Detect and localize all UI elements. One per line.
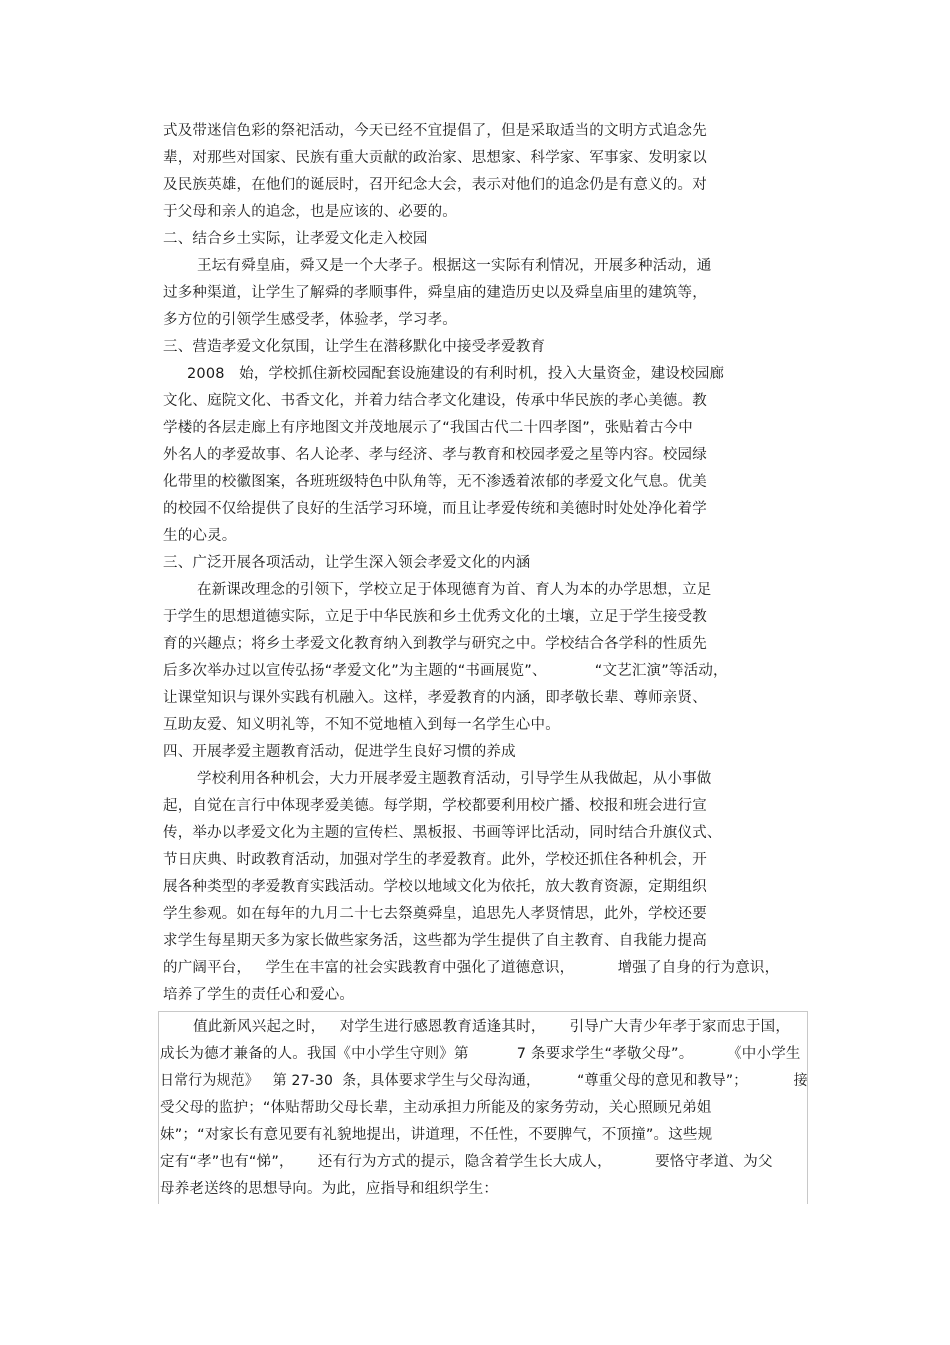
- text-line: 过多种渠道，让学生了解舜的孝顺事件，舜皇庙的建造历史以及舜皇庙里的建筑等，: [163, 285, 707, 301]
- text-line: 的校园不仅给提供了良好的生活学习环境，而且让孝爱传统和美德时时处处净化着学: [163, 501, 707, 517]
- box-text-line: 定有“孝”也有“悌”， 还有行为方式的提示，隐含着学生长大成人， 要恪守孝道、为父: [160, 1154, 773, 1170]
- text-line: 多方位的引领学生感受孝，体验孝，学习孝。: [163, 312, 457, 328]
- text-line: 传，举办以孝爱文化为主题的宣传栏、黑板报、书画等评比活动，同时结合升旗仪式、: [163, 825, 722, 841]
- text-line: 节日庆典、时政教育活动，加强对学生的孝爱教育。此外，学校还抓住各种机会，开: [163, 852, 707, 868]
- box-text-line: 成长为德才兼备的人。我国《中小学生守则》第 7 条要求学生“孝敬父母”。 《中小学生: [160, 1046, 801, 1062]
- text-line: 求学生每星期天多为家长做些家务活，这些都为学生提供了自主教育、自我能力提高: [163, 933, 707, 949]
- text-line: 育的兴趣点；将乡土孝爱文化教育纳入到教学与研究之中。学校结合各学科的性质先: [163, 636, 707, 652]
- text-line: 于父母和亲人的追念，也是应该的、必要的。: [163, 204, 457, 220]
- text-line: 辈，对那些对国家、民族有重大贡献的政治家、思想家、科学家、军事家、发明家以: [163, 150, 707, 166]
- text-line: 于学生的思想道德实际，立足于中华民族和乡土优秀文化的土壤，立足于学生接受教: [163, 609, 707, 625]
- section-heading: 三、广泛开展各项活动，让学生深入领会孝爱文化的内涵: [163, 555, 531, 571]
- box-text-line: 母养老送终的思想导向。为此，应指导和组织学生：: [160, 1181, 499, 1197]
- text-line: 互助友爱、知义明礼等，不知不觉地植入到每一名学生心中。: [163, 717, 560, 733]
- section-heading: 四、开展孝爱主题教育活动，促进学生良好习惯的养成: [163, 744, 516, 760]
- box-text-line: 值此新风兴起之时， 对学生进行感恩教育适逢其时， 引导广大青少年孝于家而忠于国，: [193, 1019, 791, 1035]
- text-line: 化带里的校徽图案，各班班级特色中队角等，无不渗透着浓郁的孝爱文化气息。优美: [163, 474, 707, 490]
- text-line: 及民族英雄，在他们的诞辰时，召开纪念大会，表示对他们的追念仍是有意义的。对: [163, 177, 707, 193]
- text-line: 文化、庭院文化、书香文化，并着力结合孝文化建设，传承中华民族的孝心美德。教: [163, 393, 707, 409]
- box-text-line: 妹”；“对家长有意见要有礼貌地提出，讲道理，不任性，不要脾气，不顶撞”。这些规: [160, 1127, 713, 1143]
- text-line: 学生参观。如在每年的九月二十七去祭奠舜皇，追思先人孝贤情思，此外，学校还要: [163, 906, 707, 922]
- text-line: 让课堂知识与课外实践有机融入。这样，孝爱教育的内涵，即孝敬长辈、尊师亲贤、: [163, 690, 707, 706]
- text-line: 2008 始，学校抓住新校园配套设施建设的有利时机，投入大量资金，建设校园廊: [187, 366, 725, 382]
- text-line: 学楼的各层走廊上有序地图文并茂地展示了“我国古代二十四孝图”，张贴着古今中: [163, 420, 693, 436]
- section-heading: 三、营造孝爱文化氛围，让学生在潜移默化中接受孝爱教育: [163, 339, 546, 355]
- text-line: 学校利用各种机会，大力开展孝爱主题教育活动，引导学生从我做起，从小事做: [197, 771, 712, 787]
- text-line: 王坛有舜皇庙，舜又是一个大孝子。根据这一实际有利情况，开展多种活动，通: [197, 258, 712, 274]
- box-text-line: 受父母的监护；“体贴帮助父母长辈，主动承担力所能及的家务劳动，关心照顾兄弟姐: [160, 1100, 712, 1116]
- text-line: 起，自觉在言行中体现孝爱美德。每学期，学校都要利用校广播、校报和班会进行宣: [163, 798, 707, 814]
- section-heading: 二、结合乡土实际，让孝爱文化走入校园: [163, 231, 428, 247]
- text-line: 在新课改理念的引领下，学校立足于体现德育为首、育人为本的办学思想，立足: [197, 582, 712, 598]
- text-line: 后多次举办过以宣传弘扬“孝爱文化”为主题的“书画展览”、 “文艺汇演”等活动，: [163, 663, 728, 679]
- text-line: 生的心灵。: [163, 528, 237, 544]
- text-line: 式及带迷信色彩的祭祀活动，今天已经不宜提倡了，但是采取适当的文明方式追念先: [163, 123, 707, 139]
- text-line: 的广阔平台， 学生在丰富的社会实践教育中强化了道德意识， 增强了自身的行为意识，: [163, 960, 780, 976]
- box-text-line: 日常行为规范》 第 27-30 条，具体要求学生与父母沟通， “尊重父母的意见和教导”； 接: [160, 1073, 808, 1089]
- text-line: 展各种类型的孝爱教育实践活动。学校以地域文化为依托，放大教育资源，定期组织: [163, 879, 707, 895]
- text-line: 外名人的孝爱故事、名人论孝、孝与经济、孝与教育和校园孝爱之星等内容。校园绿: [163, 447, 707, 463]
- text-line: 培养了学生的责任心和爱心。: [163, 987, 355, 1003]
